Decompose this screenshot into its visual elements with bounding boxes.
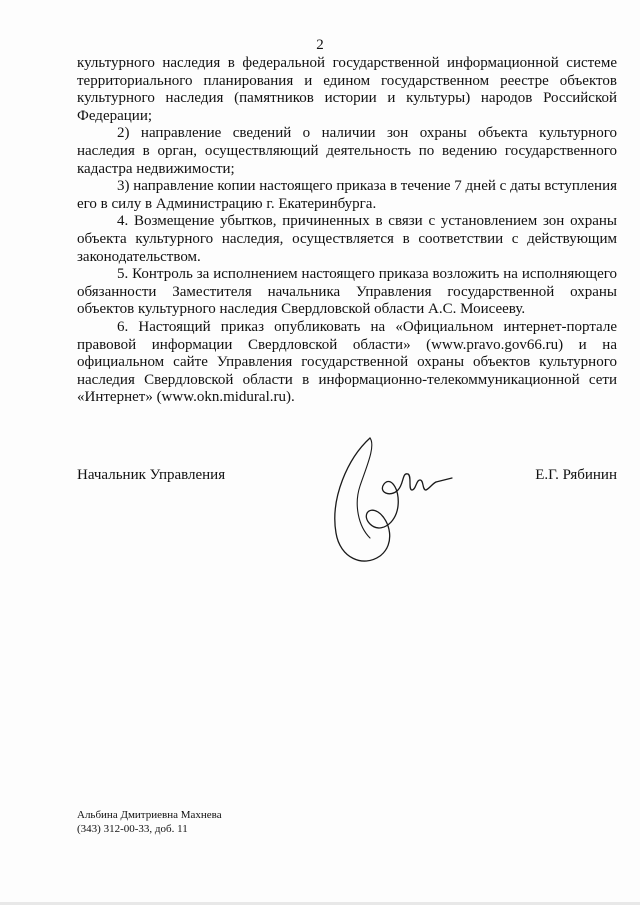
executor-name: Альбина Дмитриевна Махнева bbox=[77, 809, 222, 821]
paragraph-clause-5: 5. Контроль за исполнением настоящего приказа возложить на исполняющего обязанности Заместителя начальника Управления государственной охраны объектов культурного наследия Свердловской области А.С. Моисееву. bbox=[77, 266, 617, 318]
page-number: 2 bbox=[316, 37, 324, 53]
executor-info bbox=[77, 808, 222, 836]
signatory-title: Начальник Управления bbox=[77, 467, 226, 483]
executor-phone: (343) 312-00-33, доб. 11 bbox=[77, 823, 188, 835]
handwritten-signature bbox=[318, 428, 458, 573]
paragraph-item-2: 2) направление сведений о наличии зон охраны объекта культурного наследия в орган, осуществляющий деятельность по ведению государственного кадастра недвижимости; bbox=[77, 125, 617, 177]
paragraph-continuation: культурного наследия в федеральной государственной информационной системе территориального планирования и едином государственном реестре объектов культурного наследия (памятников истории и культуры) народов Российской Федерации; bbox=[77, 55, 617, 124]
paragraph-item-3: 3) направление копии настоящего приказа в течение 7 дней с даты вступления его в силу в Администрацию г. Екатеринбурга. bbox=[77, 178, 617, 212]
paragraph-clause-4: 4. Возмещение убытков, причиненных в связи с установлением зон охраны объекта культурного наследия, осуществляется в соответствии с действующим законодательством. bbox=[77, 213, 617, 265]
document-body bbox=[77, 55, 617, 407]
paragraph-clause-6: 6. Настоящий приказ опубликовать на «Официальном интернет-портале правовой информации Свердловской области» (www.pravo.gov66.ru) и на официальном сайте Управления государственной охраны объектов культурного наследия Свердловской области в информационно-телекоммуникационной сети «Интернет» (www.okn.midural.ru). bbox=[77, 318, 617, 406]
signatory-name: Е.Г. Рябинин bbox=[535, 467, 617, 483]
